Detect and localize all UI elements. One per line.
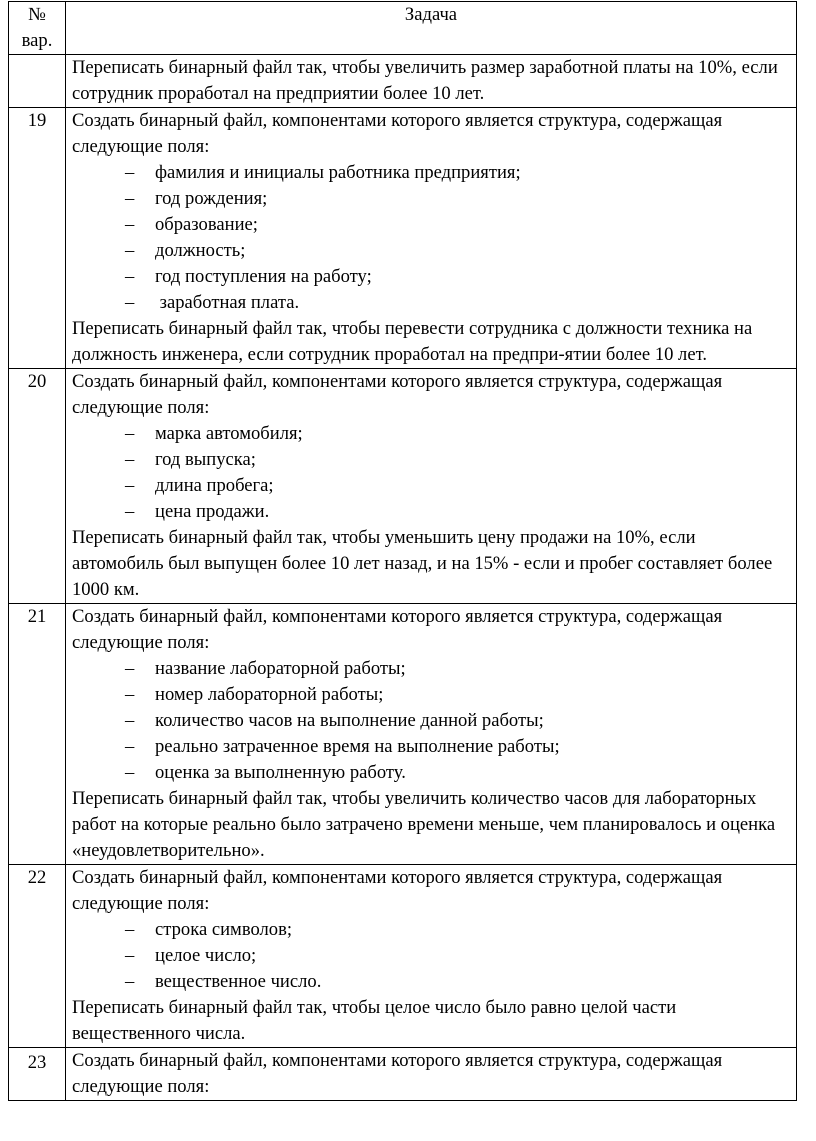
field-list	[72, 656, 790, 786]
variant-number: 23	[9, 1048, 66, 1101]
field-text: год выпуска;	[155, 449, 256, 470]
task-paragraph: Создать бинарный файл, компонентами которого является структура, содержащая следующие поля:	[72, 867, 723, 914]
field-item	[72, 473, 790, 499]
field-text: год поступления на работу;	[155, 266, 372, 287]
task-paragraph: Создать бинарный файл, компонентами которого является структура, содержащая следующие поля:	[72, 1050, 723, 1097]
field-item	[72, 917, 790, 943]
header-task: Задача	[66, 2, 797, 55]
task-instruction: Переписать бинарный файл так, чтобы уменьшить цену продажи на 10%, если автомобиль был выпущен более 10 лет назад, и на 15% - если и пробег составляет более 1000 км.	[72, 527, 773, 600]
dash-bullet-icon: –	[125, 762, 135, 783]
header-variant-number: № вар.	[9, 2, 66, 55]
field-text: оценка за выполненную работу.	[155, 762, 406, 783]
field-text: заработная плата.	[155, 292, 300, 313]
table-row	[9, 865, 797, 1048]
field-item	[72, 734, 790, 760]
dash-bullet-icon: –	[125, 658, 135, 679]
dash-bullet-icon: –	[125, 449, 135, 470]
dash-bullet-icon: –	[125, 736, 135, 757]
task-description	[66, 369, 797, 604]
tasks-table	[8, 1, 797, 1101]
dash-bullet-icon: –	[125, 971, 135, 992]
field-text: название лабораторной работы;	[155, 658, 406, 679]
dash-bullet-icon: –	[125, 945, 135, 966]
field-item	[72, 969, 790, 995]
field-item	[72, 656, 790, 682]
field-list	[72, 421, 790, 525]
variant-number: 21	[9, 604, 66, 865]
dash-bullet-icon: –	[125, 240, 135, 261]
field-text: вещественное число.	[155, 971, 322, 992]
dash-bullet-icon: –	[125, 188, 135, 209]
header-row	[9, 2, 797, 55]
field-text: цена продажи.	[155, 501, 270, 522]
task-paragraph: Создать бинарный файл, компонентами которого является структура, содержащая следующие поля:	[72, 110, 723, 157]
field-text: целое число;	[155, 945, 257, 966]
field-item	[72, 708, 790, 734]
field-item	[72, 943, 790, 969]
field-item	[72, 682, 790, 708]
task-paragraph: Переписать бинарный файл так, чтобы увеличить размер заработной платы на 10%, если сотрудник проработал на предприятии более 10 лет.	[72, 57, 778, 104]
field-text: строка символов;	[155, 919, 293, 940]
variant-number	[9, 55, 66, 108]
field-text: должность;	[155, 240, 246, 261]
variant-number: 19	[9, 108, 66, 369]
table-row	[9, 1048, 797, 1101]
dash-bullet-icon: –	[125, 710, 135, 731]
task-description	[66, 865, 797, 1048]
field-item	[72, 186, 790, 212]
task-instruction: Переписать бинарный файл так, чтобы увеличить количество часов для лабораторных работ на которые реально было затрачено времени меньше, чем планировалось и оценка «неудовлетворительно».	[72, 788, 776, 861]
task-paragraph: Создать бинарный файл, компонентами которого является структура, содержащая следующие поля:	[72, 606, 723, 653]
field-text: количество часов на выполнение данной работы;	[155, 710, 544, 731]
field-list	[72, 917, 790, 995]
dash-bullet-icon: –	[125, 266, 135, 287]
field-list	[72, 160, 790, 316]
task-description	[66, 604, 797, 865]
task-instruction: Переписать бинарный файл так, чтобы перевести сотрудника с должности техника на должность инженера, если сотрудник проработал на предпри-ятии более 10 лет.	[72, 318, 753, 365]
table-row	[9, 369, 797, 604]
field-text: реально затраченное время на выполнение работы;	[155, 736, 560, 757]
field-item	[72, 499, 790, 525]
dash-bullet-icon: –	[125, 162, 135, 183]
variant-number: 22	[9, 865, 66, 1048]
field-text: номер лабораторной работы;	[155, 684, 384, 705]
field-text: образование;	[155, 214, 258, 235]
field-text: год рождения;	[155, 188, 268, 209]
table-row	[9, 108, 797, 369]
field-text: фамилия и инициалы работника предприятия;	[155, 162, 521, 183]
dash-bullet-icon: –	[125, 292, 135, 313]
field-text: марка автомобиля;	[155, 423, 303, 444]
table-row	[9, 55, 797, 108]
field-item	[72, 760, 790, 786]
field-item	[72, 264, 790, 290]
task-paragraph: Создать бинарный файл, компонентами которого является структура, содержащая следующие поля:	[72, 371, 723, 418]
dash-bullet-icon: –	[125, 919, 135, 940]
dash-bullet-icon: –	[125, 684, 135, 705]
task-instruction: Переписать бинарный файл так, чтобы целое число было равно целой части вещественного числа.	[72, 997, 677, 1044]
field-item	[72, 238, 790, 264]
table-row	[9, 604, 797, 865]
variant-number: 20	[9, 369, 66, 604]
task-description	[66, 108, 797, 369]
field-item	[72, 421, 790, 447]
field-item	[72, 212, 790, 238]
dash-bullet-icon: –	[125, 475, 135, 496]
task-description	[66, 1048, 797, 1101]
task-description	[66, 55, 797, 108]
dash-bullet-icon: –	[125, 501, 135, 522]
dash-bullet-icon: –	[125, 214, 135, 235]
field-item	[72, 160, 790, 186]
field-item	[72, 447, 790, 473]
field-text: длина пробега;	[155, 475, 274, 496]
dash-bullet-icon: –	[125, 423, 135, 444]
field-item	[72, 290, 790, 316]
